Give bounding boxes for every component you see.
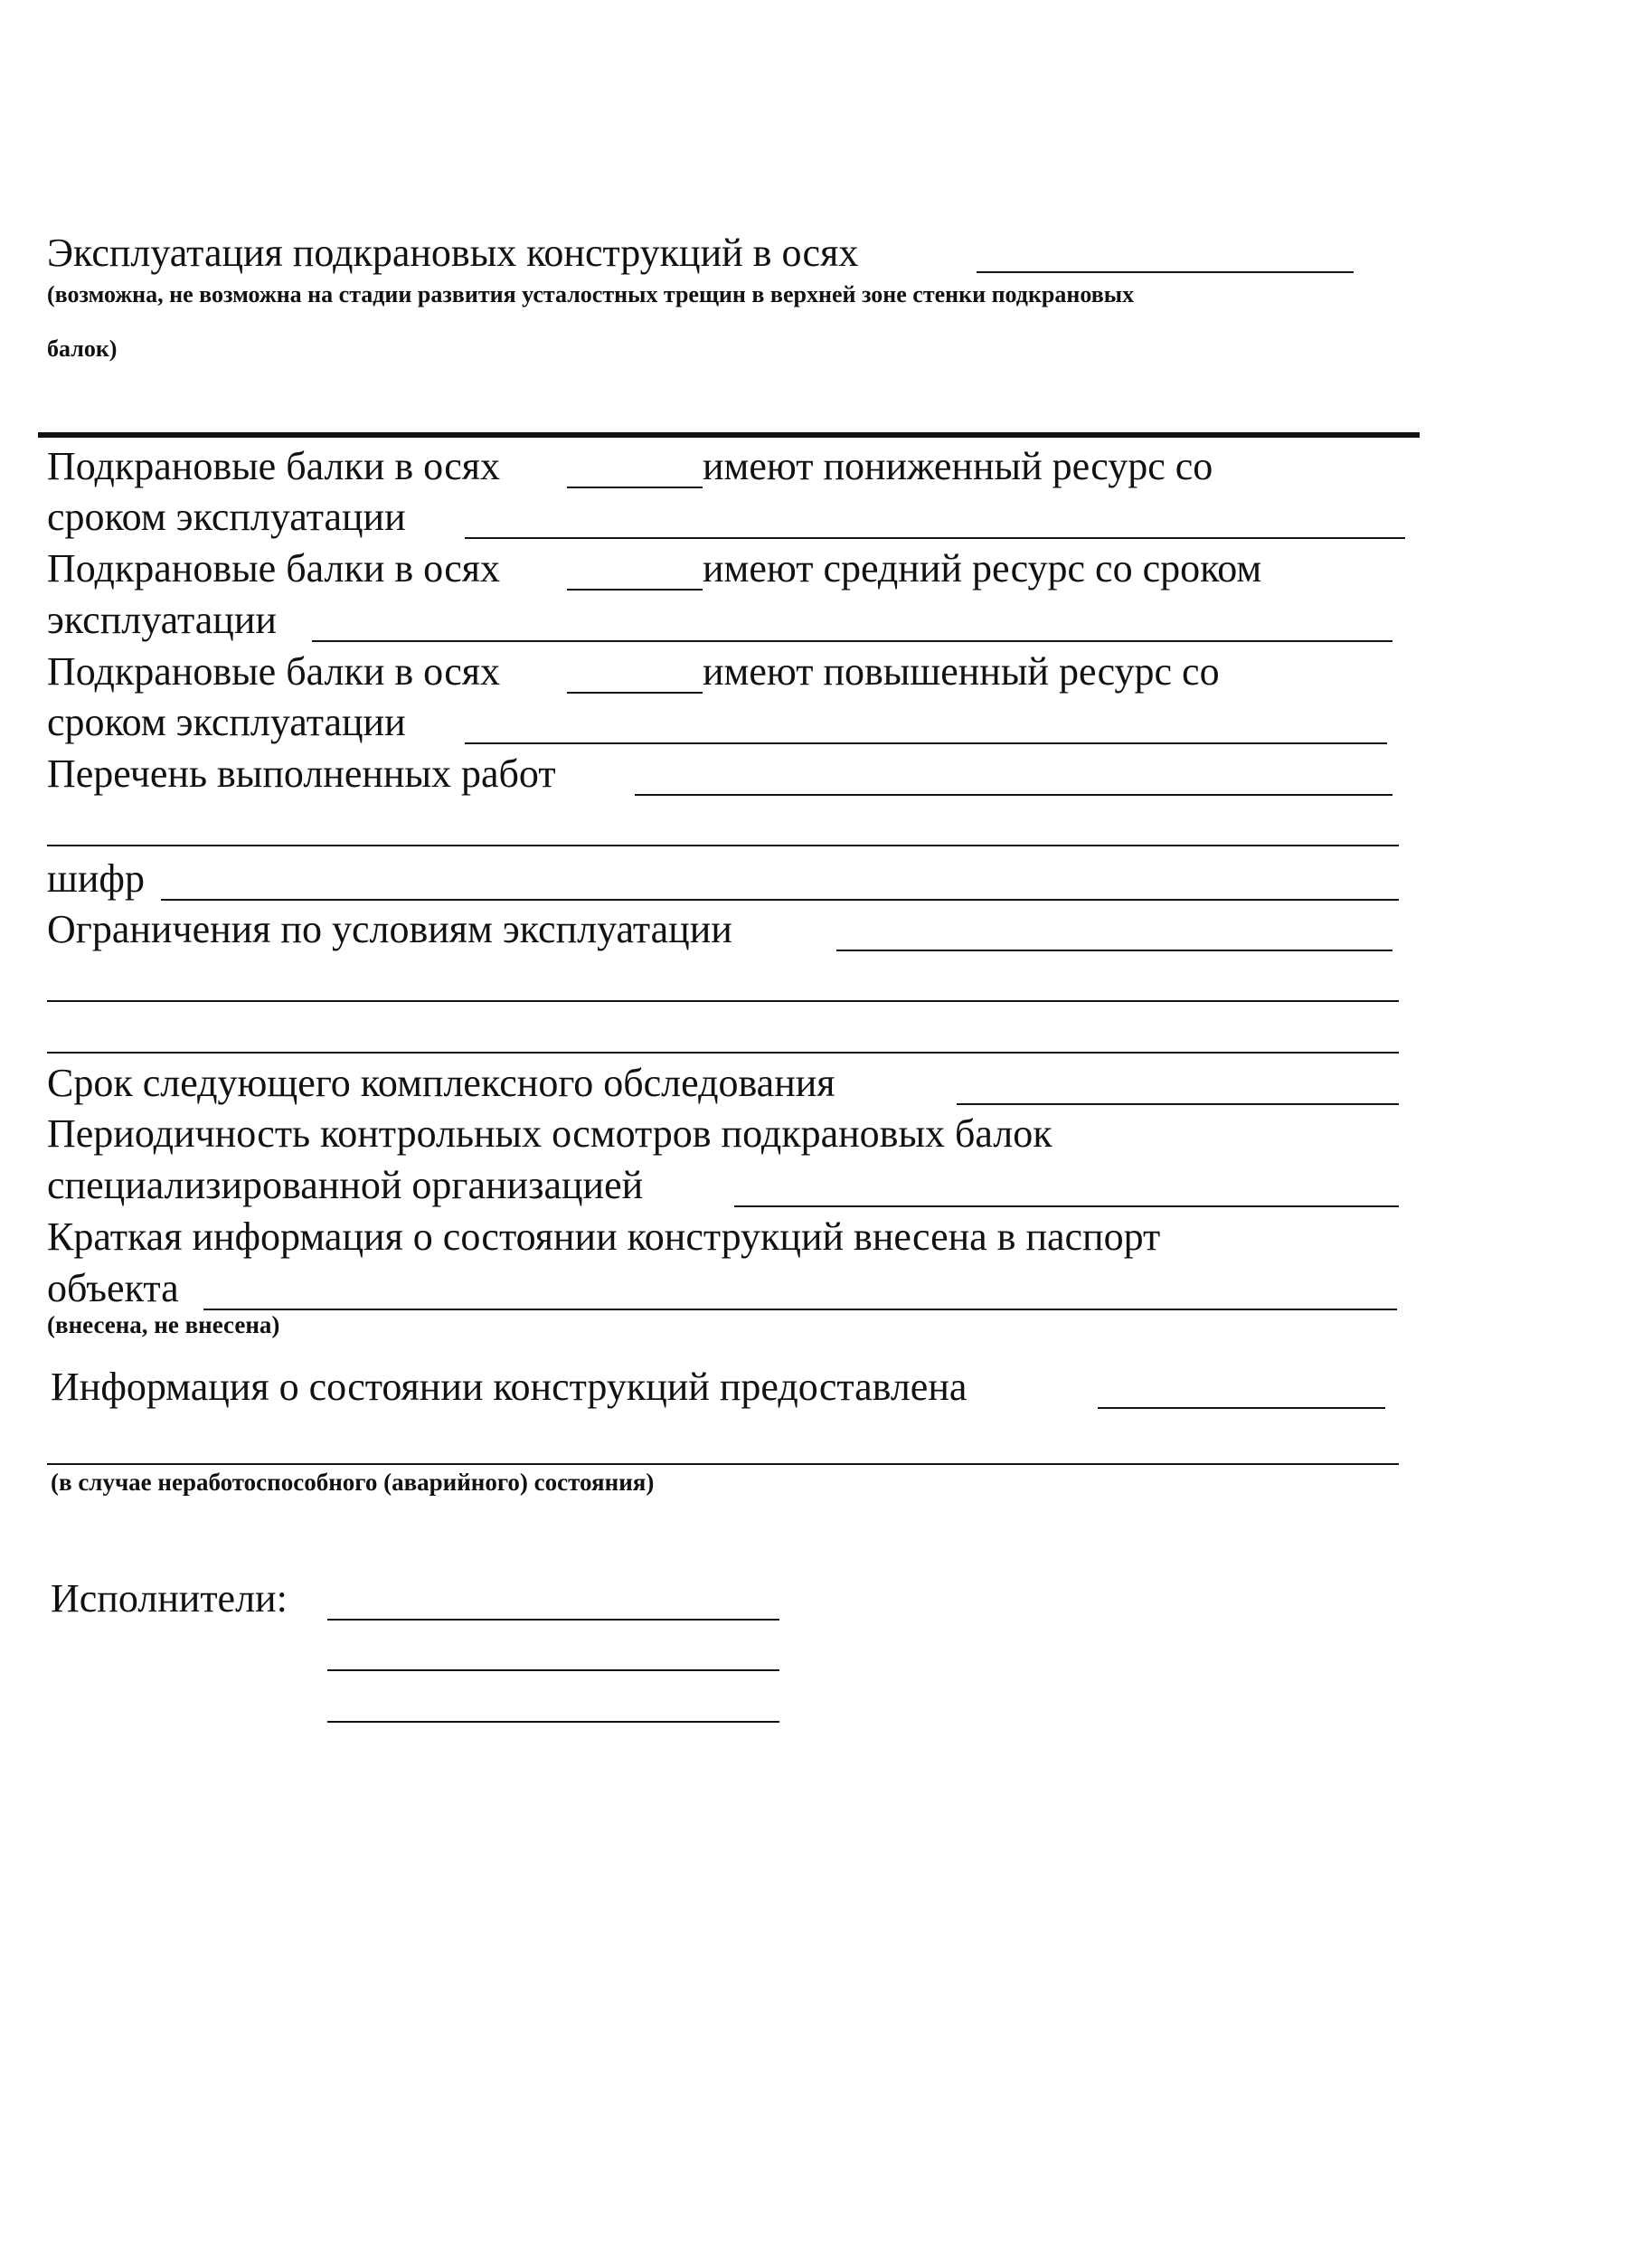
info-field-line2[interactable] [47,1463,1399,1465]
periodicity-field[interactable] [734,1205,1399,1207]
beams-reduced-term-label: сроком эксплуатации [47,495,406,539]
beams-high-label: Подкрановые балки в осях [47,649,501,694]
cipher-field[interactable] [161,899,1399,901]
beams-reduced-term-field[interactable] [465,537,1405,539]
beams-reduced-axes-field[interactable] [567,487,703,488]
info-field[interactable] [1098,1407,1385,1409]
executor-field-1[interactable] [327,1619,779,1621]
beams-medium-term-label: эксплуатации [47,598,277,642]
works-field-line2[interactable] [47,845,1399,846]
operation-label: Эксплуатация подкрановых конструкций в осях [47,231,859,275]
works-label: Перечень выполненных работ [47,751,556,796]
operation-note: (возможна, не возможна на стадии развития усталостных трещин в верхней зоне стенки подкрановых [47,281,1135,307]
periodicity-label: Периодичность контрольных осмотров подкрановых балок [47,1111,1052,1156]
beams-reduced-text: имеют пониженный ресурс со [703,444,1213,488]
executors-label: Исполнители: [51,1576,288,1621]
passport-label: Краткая информация о состоянии конструкций внесена в паспорт [47,1214,1161,1259]
passport-field[interactable] [203,1309,1397,1310]
cipher-label: шифр [47,856,145,901]
beams-medium-term-field[interactable] [312,640,1392,642]
works-field[interactable] [635,794,1392,796]
executor-field-3[interactable] [327,1721,779,1723]
info-note: (в случае неработоспособного (аварийного) состояния) [51,1469,655,1496]
restrictions-field[interactable] [836,950,1392,951]
beams-medium-text: имеют средний ресурс со сроком [703,546,1262,591]
beams-high-term-field[interactable] [465,742,1387,744]
restrictions-label: Ограничения по условиям эксплуатации [47,907,732,951]
next-survey-field[interactable] [957,1103,1399,1105]
periodicity-label-cont: специализированной организацией [47,1163,644,1207]
beams-reduced-label: Подкрановые балки в осях [47,444,501,488]
beams-high-axes-field[interactable] [567,692,703,694]
executor-field-2[interactable] [327,1669,779,1671]
next-survey-label: Срок следующего комплексного обследования [47,1061,835,1105]
restrictions-field-line3[interactable] [47,1052,1399,1054]
operation-field[interactable] [977,271,1354,273]
beams-high-text: имеют повышенный ресурс со [703,649,1220,694]
info-label: Информация о состоянии конструкций предоставлена [51,1365,968,1409]
beams-medium-label: Подкрановые балки в осях [47,546,501,591]
passport-note: (внесена, не внесена) [47,1311,280,1338]
beams-high-term-label: сроком эксплуатации [47,700,406,744]
beams-medium-axes-field[interactable] [567,589,703,591]
passport-label-cont: объекта [47,1266,179,1310]
operation-note-cont: балок) [47,335,118,362]
operation-field-full[interactable] [38,432,1420,438]
restrictions-field-line2[interactable] [47,1000,1399,1002]
